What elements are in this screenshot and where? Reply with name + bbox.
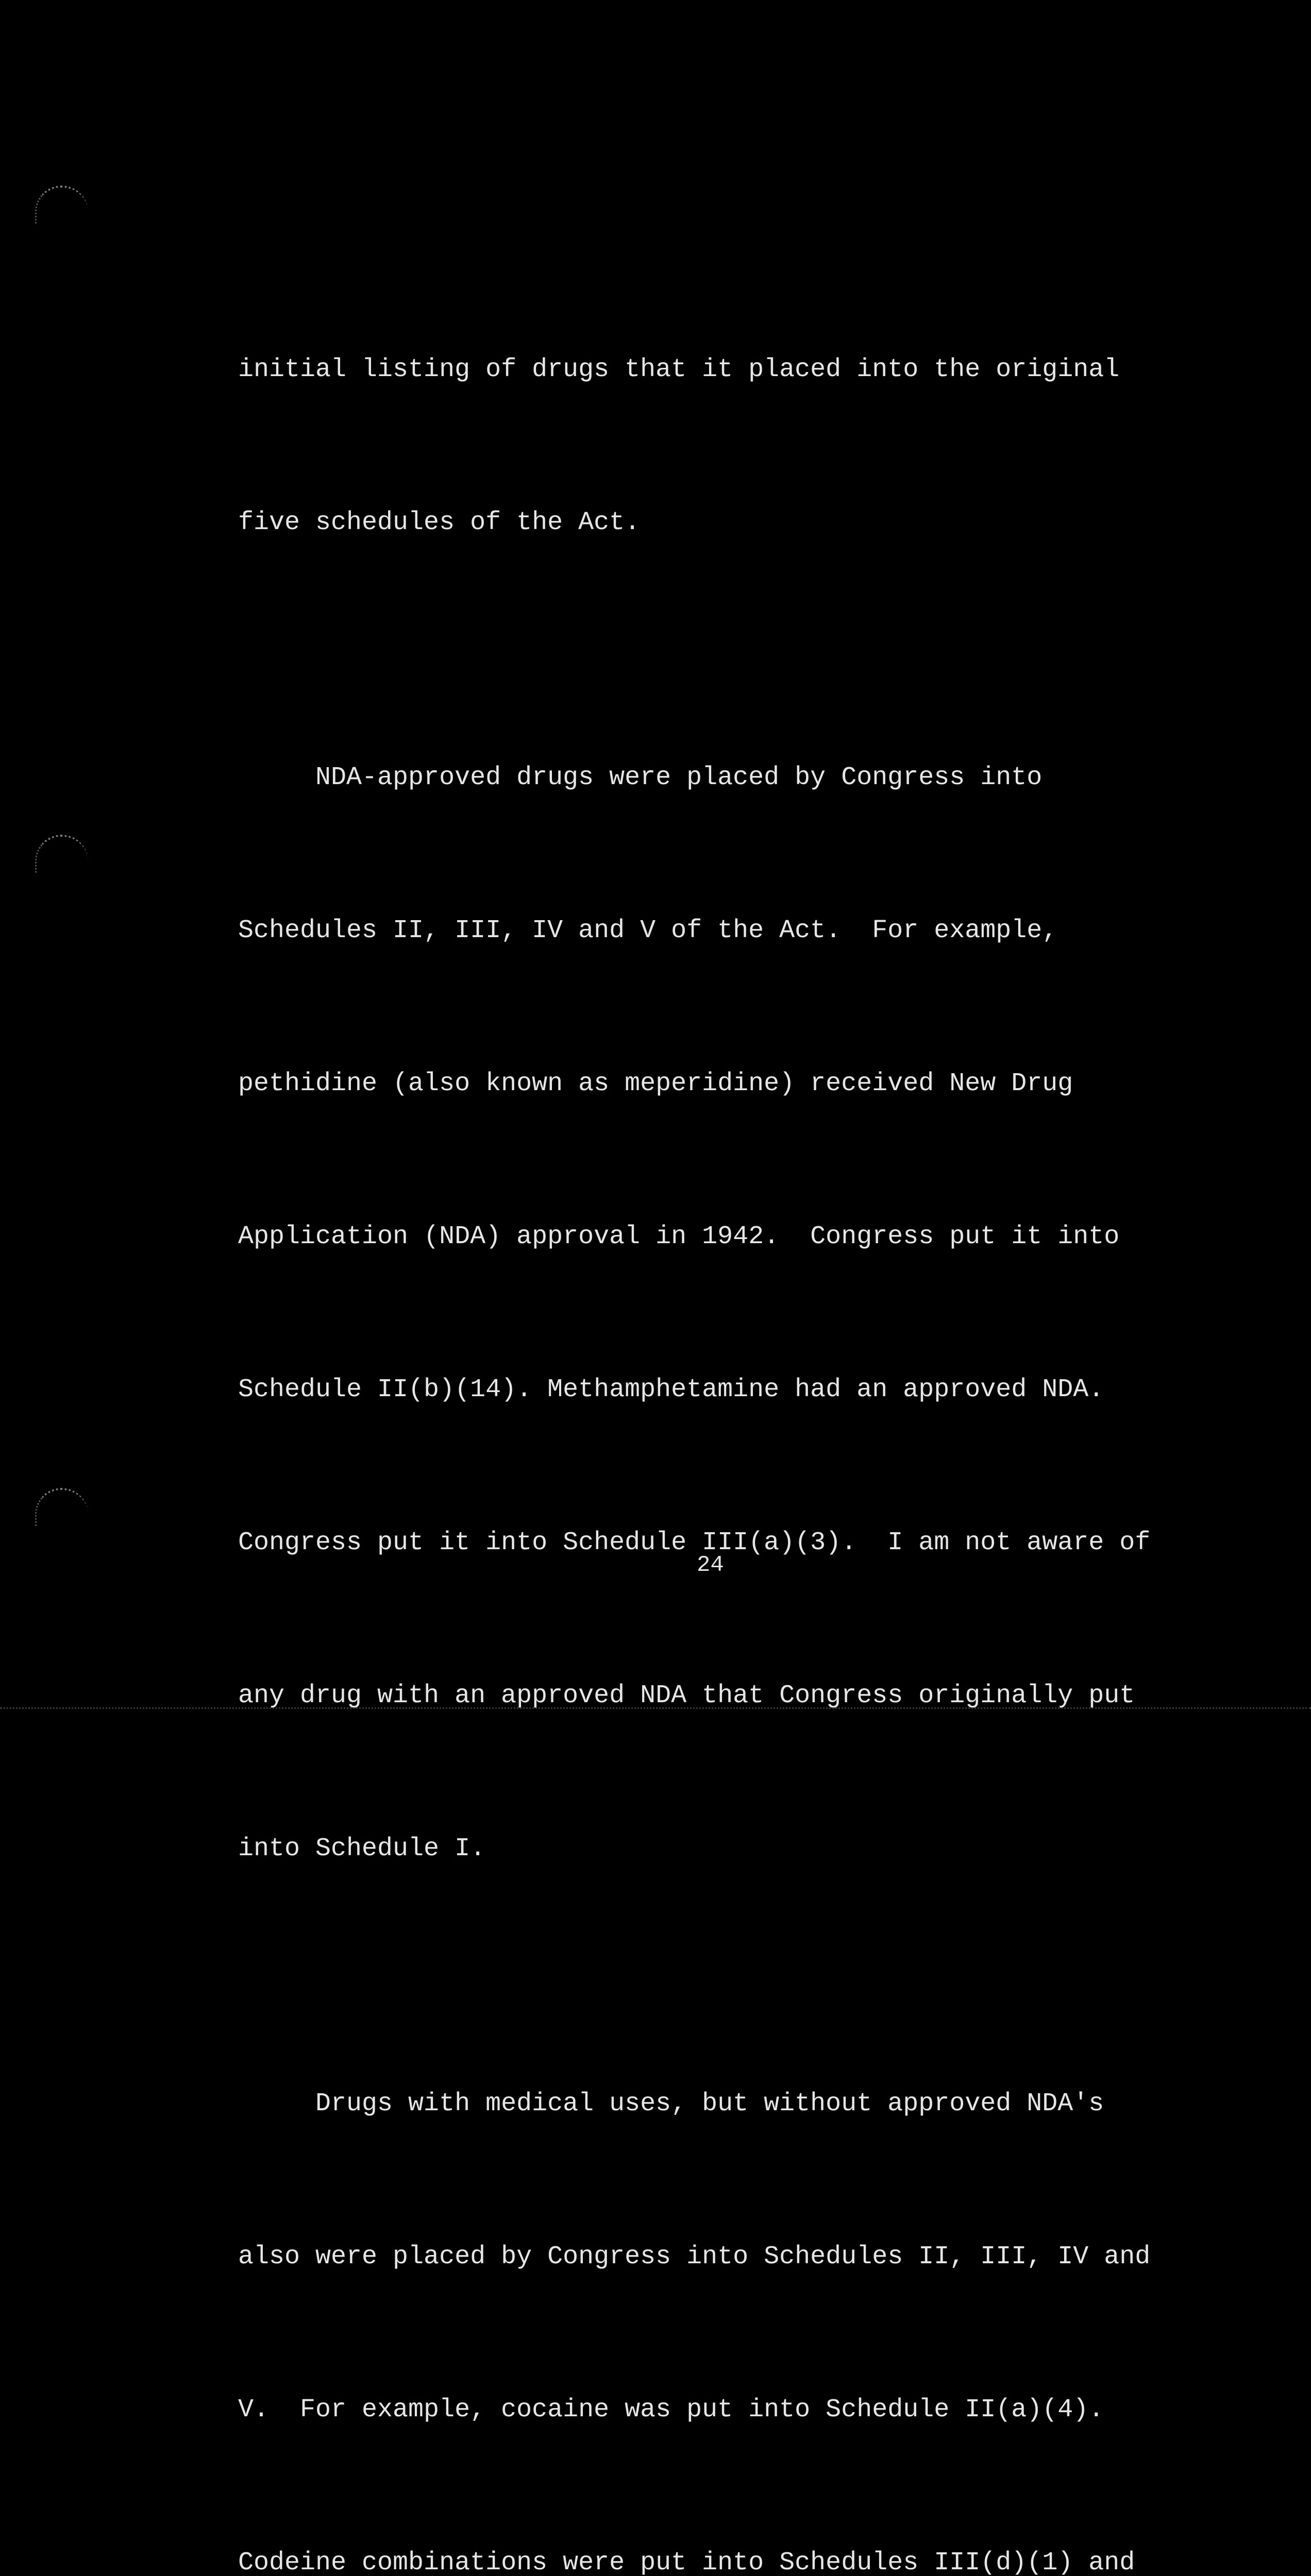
text-line: V. For example, cocaine was put into Schedule II(a)(4). — [238, 2395, 1104, 2425]
page-number: 24 — [697, 1552, 724, 1578]
text-line: Congress put it into Schedule III(a)(3). I am not aware of — [238, 1528, 1151, 1557]
punch-hole-mark — [35, 1488, 88, 1526]
text-line: five schedules of the Act. — [238, 508, 641, 537]
text-line: NDA-approved drugs were placed by Congress into — [238, 763, 1043, 792]
text-line: Application (NDA) approval in 1942. Congress put it into — [238, 1222, 1120, 1251]
text-line: initial listing of drugs that it placed into the original — [238, 355, 1120, 384]
text-line: Drugs with medical uses, but without approved NDA's — [238, 2089, 1104, 2119]
scan-edge-line — [0, 1707, 1311, 1709]
text-line: Schedules II, III, IV and V of the Act. For example, — [238, 916, 1058, 945]
punch-hole-mark — [35, 835, 88, 873]
text-line: Schedule II(b)(14). Methamphetamine had an approved NDA. — [238, 1375, 1104, 1404]
body-text — [238, 191, 1238, 2576]
text-line: Codeine combinations were put into Schedules III(d)(1) and — [238, 2548, 1135, 2576]
text-line: into Schedule I. — [238, 1834, 486, 1863]
text-line: pethidine (also known as meperidine) received New Drug — [238, 1069, 1073, 1098]
text-line: any drug with an approved NDA that Congress originally put — [238, 1681, 1135, 1710]
punch-hole-mark — [35, 185, 88, 224]
text-line: also were placed by Congress into Schedules II, III, IV and — [238, 2242, 1151, 2272]
